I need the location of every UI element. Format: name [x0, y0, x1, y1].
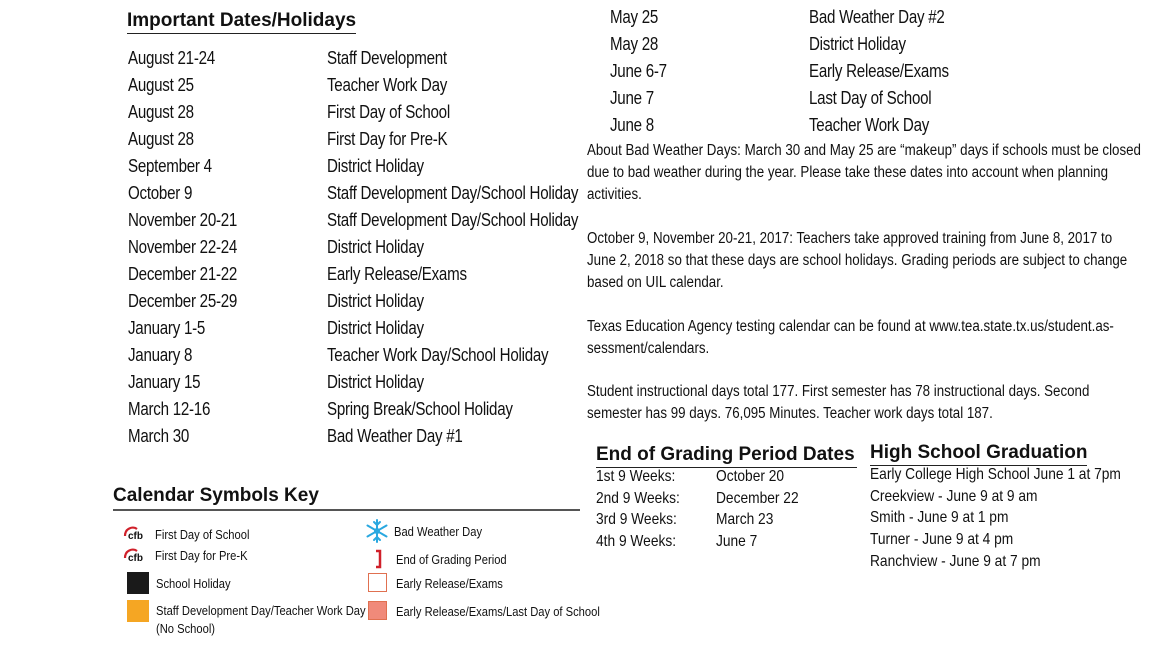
date-cell: November 22-24: [128, 237, 238, 257]
date-cell: January 15: [128, 372, 201, 392]
event-cell: First Day of School: [327, 102, 450, 122]
cfb-logo-text: cfb: [128, 553, 143, 564]
grading-period-label: 3rd 9 Weeks:: [596, 511, 677, 529]
note-line: due to bad weather during the year. Please take these dates into account when planning: [587, 164, 1108, 181]
graduation-item: Early College High School June 1 at 7pm: [870, 466, 1121, 483]
graduation-item: Smith - June 9 at 1 pm: [870, 509, 1009, 527]
note-line: based on UIL calendar.: [587, 274, 724, 291]
school-holiday-label: School Holiday: [156, 576, 231, 591]
note-line: activities.: [587, 186, 642, 203]
date-cell: June 8: [610, 115, 654, 135]
event-cell: District Holiday: [327, 291, 424, 311]
date-cell: June 6-7: [610, 61, 667, 81]
graduation-item: Ranchview - June 9 at 7 pm: [870, 552, 1041, 570]
symbols-key-title: Calendar Symbols Key: [113, 485, 319, 506]
note-line: sessment/calendars.: [587, 340, 710, 357]
date-cell: January 1-5: [128, 318, 206, 338]
event-cell: Bad Weather Day #1: [327, 426, 463, 446]
black-square-icon: [127, 572, 149, 594]
event-cell: Teacher Work Day: [809, 115, 930, 135]
note-line: About Bad Weather Days: March 30 and May 25 are “makeup” days if schools must be closed: [587, 142, 1141, 159]
cfb-logo-icon: [122, 524, 154, 542]
first-day-label: First Day of School: [155, 527, 250, 542]
grading-period-label: 1st 9 Weeks:: [596, 468, 676, 485]
graduation-item: Turner - June 9 at 4 pm: [870, 531, 1014, 549]
date-cell: January 8: [128, 345, 193, 365]
note-line: October 9, November 20-21, 2017: Teachers take approved training from June 8, 2017 to: [587, 230, 1113, 247]
event-cell: District Holiday: [327, 156, 424, 176]
date-cell: March 12-16: [128, 399, 211, 419]
event-cell: District Holiday: [809, 34, 906, 54]
end-grading-label: End of Grading Period: [396, 552, 507, 567]
event-cell: Teacher Work Day: [327, 75, 448, 95]
orange-square-icon: [127, 600, 149, 622]
event-cell: District Holiday: [327, 372, 424, 392]
note-line: semester has 99 days. 76,095 Minutes. Teacher work days total 187.: [587, 405, 993, 422]
date-cell: May 25: [610, 7, 659, 27]
grading-period-label: 2nd 9 Weeks:: [596, 489, 680, 507]
salmon-square-icon: [368, 601, 387, 620]
early-release-last-label: Early Release/Exams/Last Day of School: [396, 604, 600, 619]
event-cell: Last Day of School: [809, 88, 932, 108]
date-cell: June 7: [610, 88, 654, 108]
event-cell: First Day for Pre-K: [327, 129, 448, 149]
grading-period-title: End of Grading Period Dates: [596, 444, 857, 468]
grading-period-label: 4th 9 Weeks:: [596, 533, 677, 551]
bad-weather-label: Bad Weather Day: [394, 524, 483, 539]
graduation-title: High School Graduation: [870, 442, 1087, 466]
symbols-key-divider: [113, 509, 580, 511]
date-cell: September 4: [128, 156, 212, 176]
note-line: June 2, 2018 so that these days are school holidays. Grading periods are subject to change: [587, 252, 1128, 269]
note-line: Student instructional days total 177. First semester has 78 instructional days. Second: [587, 383, 1090, 400]
date-cell: August 25: [128, 75, 194, 95]
date-cell: August 21-24: [128, 48, 215, 68]
event-cell: Staff Development Day/School Holiday: [327, 210, 579, 230]
event-cell: Staff Development: [327, 48, 447, 68]
date-cell: October 9: [128, 183, 193, 203]
event-cell: Early Release/Exams: [327, 264, 467, 284]
date-cell: November 20-21: [128, 210, 238, 230]
red-bracket-icon: [374, 549, 384, 569]
first-day-prek-label: First Day for Pre-K: [155, 548, 248, 563]
staff-dev-label-note: (No School): [156, 621, 216, 636]
grading-period-date: October 20: [716, 468, 785, 485]
grading-period-date: December 22: [716, 489, 799, 507]
grading-period-date: March 23: [716, 511, 774, 529]
event-cell: Bad Weather Day #2: [809, 7, 945, 27]
date-cell: December 25-29: [128, 291, 238, 311]
event-cell: District Holiday: [327, 318, 424, 338]
event-cell: District Holiday: [327, 237, 424, 257]
event-cell: Spring Break/School Holiday: [327, 399, 513, 419]
staff-dev-label: Staff Development Day/Teacher Work Day: [156, 603, 366, 618]
cfb-logo-text: cfb: [128, 531, 143, 542]
event-cell: Staff Development Day/School Holiday: [327, 183, 579, 203]
snowflake-icon: [364, 518, 390, 544]
date-cell: May 28: [610, 34, 659, 54]
important-dates-title: Important Dates/Holidays: [127, 10, 356, 34]
graduation-item: Creekview - June 9 at 9 am: [870, 487, 1038, 505]
event-cell: Teacher Work Day/School Holiday: [327, 345, 549, 365]
cfb-logo-icon: [122, 546, 154, 564]
grading-period-date: June 7: [716, 533, 758, 551]
note-line: Texas Education Agency testing calendar can be found at www.tea.state.tx.us/student.as-: [587, 318, 1114, 335]
outlined-square-icon: [368, 573, 387, 592]
date-cell: March 30: [128, 426, 190, 446]
date-cell: August 28: [128, 102, 194, 122]
date-cell: August 28: [128, 129, 194, 149]
early-release-label: Early Release/Exams: [396, 576, 503, 591]
event-cell: Early Release/Exams: [809, 61, 949, 81]
date-cell: December 21-22: [128, 264, 238, 284]
